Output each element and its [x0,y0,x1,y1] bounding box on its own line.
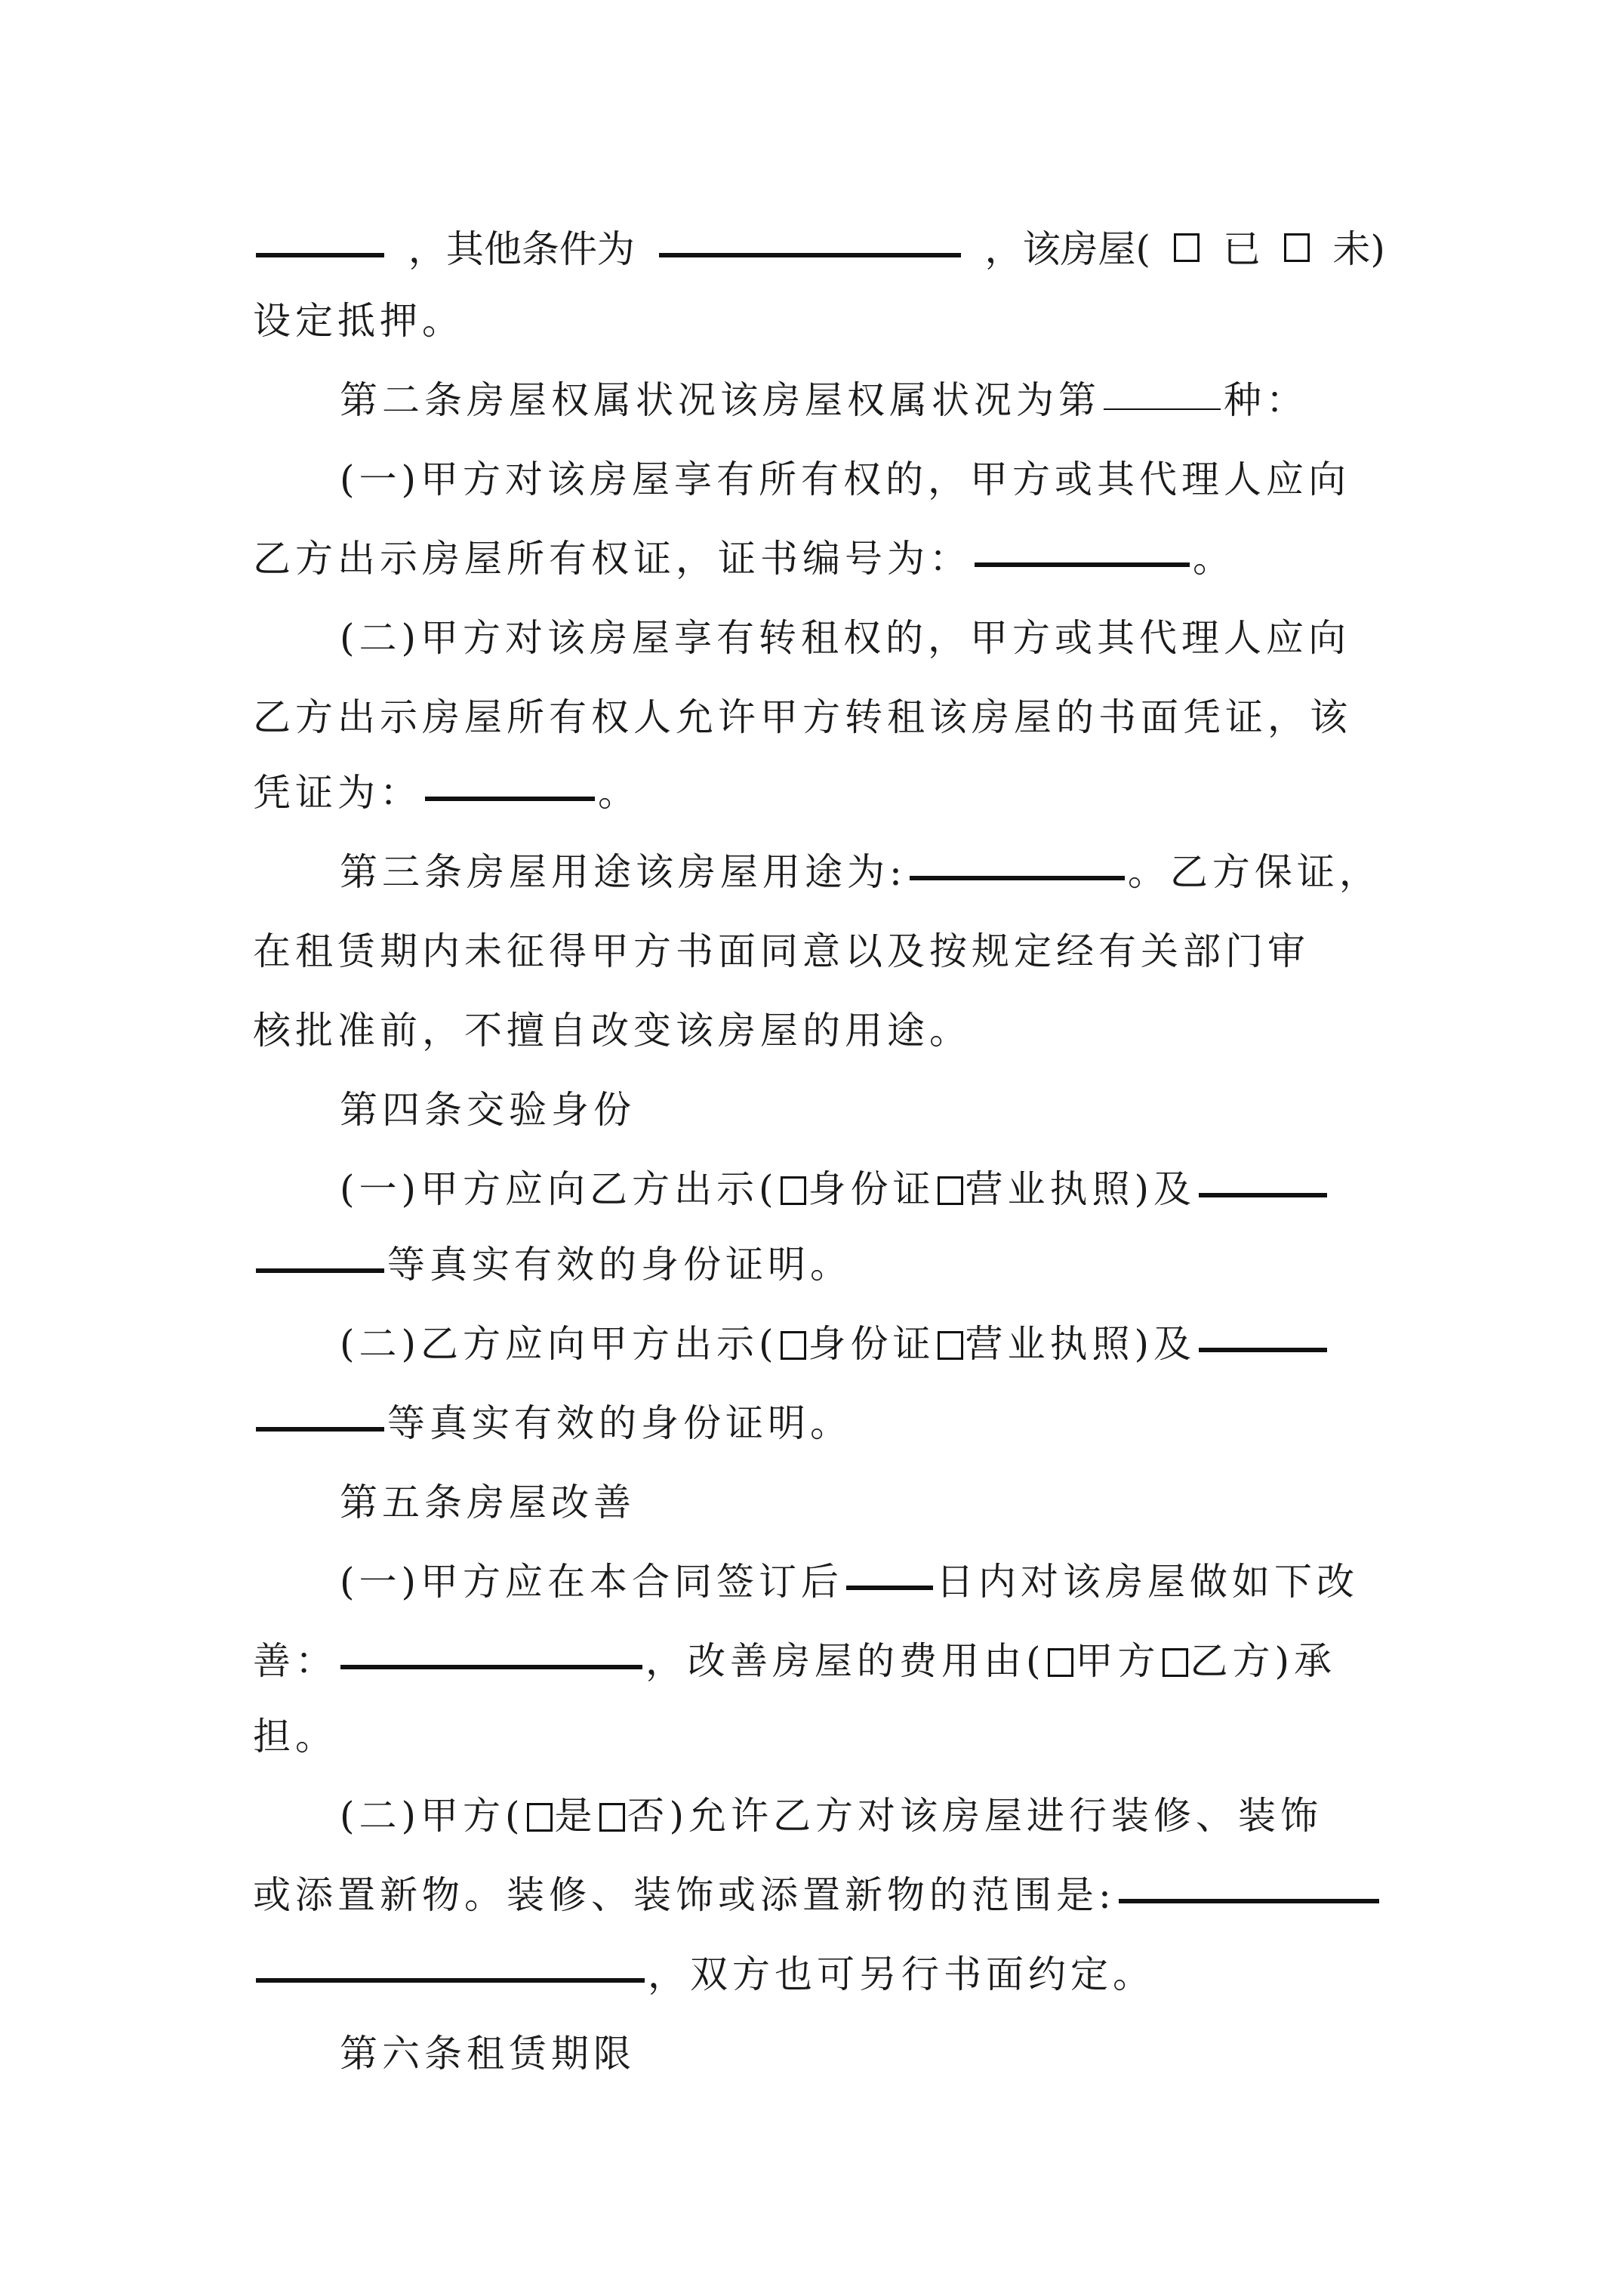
text-line-content [340,1794,1323,1838]
fill-in-blank [256,253,384,257]
text-line-content [253,1952,1155,1996]
text-line [253,1865,1385,1925]
text-line [253,1631,1385,1691]
text-line [340,842,1385,902]
text-run: 担。 [253,1715,337,1758]
text-run: 甲方 [1075,1639,1160,1683]
fill-in-blank [975,562,1190,567]
text-line-content [340,1481,636,1524]
text-run: (一)甲方应在本合同签订后 [340,1560,844,1604]
text-run: (二)乙方应向甲方出示( [340,1322,778,1366]
text-run: (二)甲方对该房屋享有转租权的，甲方或其代理人应向 [340,616,1351,660]
text-line [253,291,1385,351]
fill-in-blank [910,876,1125,880]
text-line-content [253,537,1235,581]
checkbox-square [1048,1648,1073,1677]
text-run: 乙方)承 [1190,1639,1337,1683]
text-line [340,449,1385,510]
text-line-content [253,695,1352,739]
fill-in-blank [659,253,961,257]
text-run: 第二条房屋权属状况该房屋权属状况为第 [340,378,1101,422]
text-run: 核批准前，不擅自改变该房屋的用途。 [253,1009,972,1052]
text-run: 。乙方保证， [1127,850,1381,894]
text-run: ，双方也可另行书面约定。 [648,1952,1155,1996]
text-line-content [340,1167,1330,1211]
text-run: 。 [1193,537,1235,581]
checkbox-square [938,1176,963,1205]
text-line-content [340,850,1381,894]
text-line-content [253,929,1310,973]
text-line-content [340,2032,636,2076]
text-line [253,529,1385,589]
text-line [253,763,1385,823]
text-line [253,1706,1385,1767]
text-line [340,1552,1385,1612]
checkbox-square [1174,233,1200,262]
checkbox-square [599,1803,625,1832]
checkbox-square [781,1331,806,1360]
text-run: 或添置新物。装修、装饰或添置新物的范围是: [253,1873,1116,1917]
text-line [253,687,1385,747]
checkbox-square [781,1176,806,1205]
text-line [340,1159,1385,1219]
text-line-content [253,771,640,815]
text-line-content [340,1322,1330,1366]
checkbox-square [1284,233,1310,262]
text-run: 在租赁期内未征得甲方书面同意以及按规定经有关部门审 [253,929,1310,973]
text-line [253,1000,1385,1061]
text-run: ，该房屋( [984,227,1151,271]
text-run: 未) [1332,227,1385,271]
text-line-content [253,1401,852,1445]
text-run: 营业执照)及 [965,1322,1196,1366]
text-run: 日内对该房屋做如下改 [936,1560,1360,1604]
text-line-content [253,219,1385,279]
text-line-content [253,1715,337,1758]
text-line-content [253,1243,852,1287]
fill-in-blank [846,1586,933,1590]
text-line-content [340,378,1308,422]
checkbox-square [938,1331,963,1360]
text-run: 第三条房屋用途该房屋用途为: [340,850,907,894]
text-line-content [340,1560,1359,1604]
text-run: ，其他条件为 [408,227,635,271]
text-run: 身份证 [808,1322,935,1366]
text-run: (二)甲方( [340,1794,525,1838]
text-run: 种： [1224,378,1308,422]
text-line [340,370,1385,430]
text-run: (一)甲方应向乙方出示( [340,1167,778,1211]
text-run: 否)允许乙方对该房屋进行装修、装饰 [627,1794,1323,1838]
text-line [340,1314,1385,1374]
fill-in-blank [1119,1899,1379,1903]
text-line-content [253,1873,1382,1917]
text-line-content [253,1009,972,1052]
text-line [253,1234,1385,1295]
text-run: 身份证 [808,1167,935,1211]
checkbox-square [527,1803,553,1832]
text-line-content [340,616,1350,660]
text-line-content [340,1088,636,1132]
text-run: 等真实有效的身份证明。 [387,1243,852,1287]
text-run: 营业执照)及 [965,1167,1196,1211]
fill-in-blank [425,797,595,801]
text-line [253,219,1385,279]
text-line-content [253,299,464,343]
text-run: 第四条交验身份 [340,1088,636,1132]
text-run: 乙方出示房屋所有权证，证书编号为： [253,537,972,581]
fill-in-blank [256,1427,384,1432]
fill-in-blank [256,1268,384,1273]
text-run: 第五条房屋改善 [340,1481,636,1524]
text-line [340,1472,1385,1533]
fill-in-blank [1104,408,1221,410]
text-run: ，改善房屋的费用由( [645,1639,1046,1683]
text-line [340,2023,1385,2084]
text-line [253,1944,1385,2005]
text-run: 已 [1222,227,1261,271]
text-run: 第六条租赁期限 [340,2032,636,2076]
text-line [340,1080,1385,1140]
text-run: 等真实有效的身份证明。 [387,1401,852,1445]
text-run: 善： [253,1639,337,1683]
text-line [340,1786,1385,1846]
text-run: (一)甲方对该房屋享有所有权的，甲方或其代理人应向 [340,458,1351,501]
fill-in-blank [340,1665,642,1669]
text-line-content [340,458,1350,501]
text-line [253,1393,1385,1453]
text-line [253,921,1385,982]
text-run: 。 [598,771,640,815]
text-line-content [253,1639,1336,1683]
fill-in-blank [1199,1348,1327,1352]
text-run: 设定抵押。 [253,299,464,343]
fill-in-blank [256,1978,645,1983]
text-line [340,608,1385,668]
fill-in-blank [1199,1193,1327,1197]
checkbox-square [1163,1648,1188,1677]
text-run: 乙方出示房屋所有权人允许甲方转租该房屋的书面凭证，该 [253,695,1352,739]
text-run: 是 [554,1794,597,1838]
text-run: 凭证为： [253,771,422,815]
